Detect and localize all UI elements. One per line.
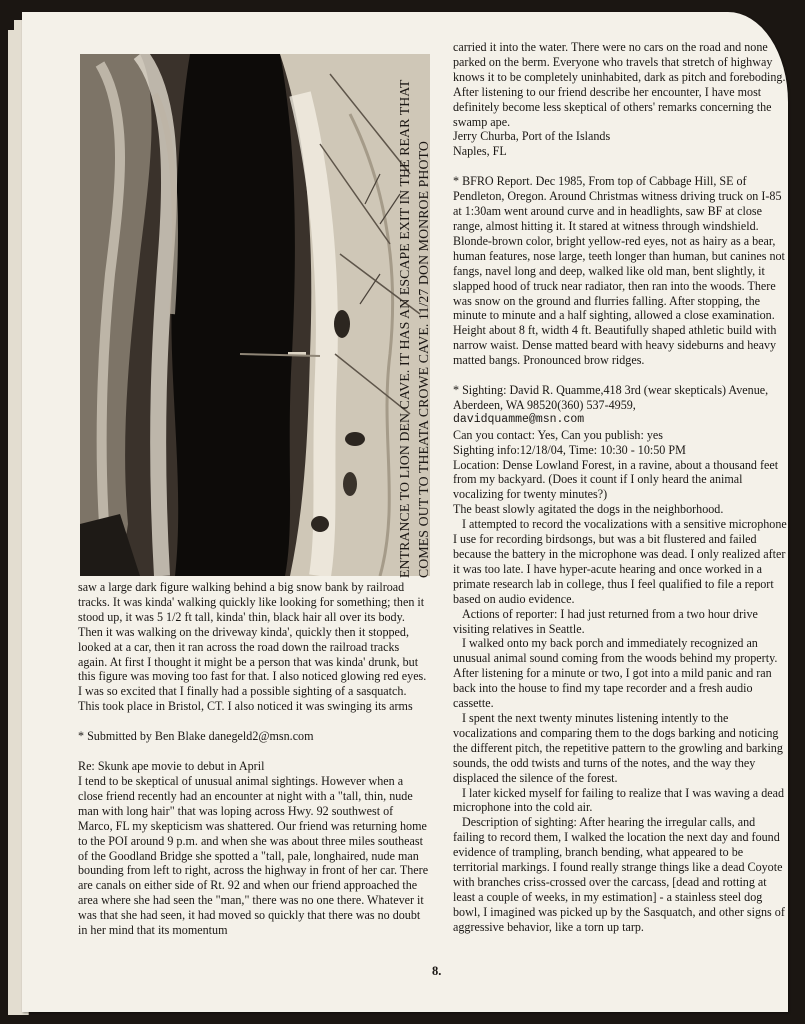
- page-number: 8.: [432, 964, 442, 978]
- paragraph: Actions of reporter: I had just returned from a two hour drive visiting relatives in Seattle.: [453, 606, 758, 636]
- cave-photo: [80, 54, 430, 576]
- photo-caption: ENTRANCE TO LION DEN CAVE. IT HAS AN ESCAPE EXIT IN THE REAR THAT COMES OUT TO THEATA CROWE CAVE. 11/27 DON MONROE PHOTO: [397, 79, 431, 578]
- paragraph: I tend to be skeptical of unusual animal sightings. However when a close friend recently had an encounter at night with a "tall, thin, nude man with long hair" that was loping across Hwy. 92 southwest of Marco, FL my skepticism was shattered. Our friend was returning home to the POI around 9 p.m. and when she was about three miles southeast of the Goodland Bridge she spotted a "tall, pale, longhaired, nude man bounding from left to right, across the highway in front of her car. There are canals on either side of Rt. 92 and when our friend approached the area where she had seen the "man," there was no one there. Whatever it was that she had seen, it had moved so quickly that there was no doubt in her mind that its momentum: [78, 773, 429, 938]
- submission-credit: * Submitted by Ben Blake danegeld2@msn.com: [78, 729, 314, 744]
- paragraph: The beast slowly agitated the dogs in the neighborhood.: [453, 502, 724, 517]
- paragraph: saw a large dark figure walking behind a big snow bank by railroad tracks. It was kinda' walking quickly like looking for something; then it stood up, it was 5 1/2 ft tall, kinda' thin, black hair all over its body. Then it was walking on the driveway kinda', quickly then it stopped, looked at a car, then it ran across the road down the railroad tracks again. At first I thought it might be a person that was kinda' drunk, but this figure was moving too fast for that. I also noticed glowing red eyes. I was so excited that I finally had a possible sighting of a sasquatch. This took place in Bristol, CT. I also noticed it was swinging its arms: [78, 580, 427, 714]
- cave-photo-image: [80, 54, 430, 576]
- paragraph: carried it into the water. There were no cars on the road and none parked on the berm. Everyone who travels that stretch of highway knows it to be completely uninhabited, dark as pitch and foreboding. After listening to our friend describe her encounter, I have most definitely become less skeptical of others' remarks concerning the swamp ape.: [453, 40, 786, 129]
- contact-info: Can you contact: Yes, Can you publish: yes: [453, 427, 663, 442]
- sighting-header: * Sighting: David R. Quamme,418 3rd (wear skepticals) Avenue, Aberdeen, WA 98520(360) 537-4959,: [453, 383, 769, 412]
- article-heading: Re: Skunk ape movie to debut in April: [78, 759, 265, 774]
- paragraph: I walked onto my back porch and immediately recognized an unusual animal sound coming from the woods behind my property. After listening for a minute or two, I got into a mild panic and ran back into the house to find my tape recorder and a fresh audio cassette.: [453, 636, 778, 711]
- bfro-report: * BFRO Report. Dec 1985, From top of Cabbage Hill, SE of Pendleton, Oregon. Around Christmas witness driving truck on I-85 at 1:30am went around curve and in headlights, saw BF at close range, almost hitting it. It stared at witness through windshield. Blonde-brown color, bright yellow-red eyes, not as hairy as a bear, human features, nose large, teeth longer than human, but canines not fangs, navel long and deep, walked like old man, bent slightly, it slapped hood of truck near radiator, then ran into the woods. There was snow on the ground and flurries falling. After stopping, the minute to minute and a half sighting, allowed a close examination. Height about 8 ft, width 4 ft. Beautifully shaped athletic build with narrow waist. Dense matted beard with heavy sideburns and heavy matted bangs. Pronounced brow ridges.: [453, 174, 785, 368]
- paragraph: I attempted to record the vocalizations with a sensitive microphone I use for recording birdsongs, but was a bit flustered and failed because the battery in the microphone was dead. I only realized after it was too late. I have hyper-acute hearing and once worked in a primate research lab in college, thus I feel qualified to file a report based on audio evidence.: [453, 517, 787, 606]
- right-column: [453, 40, 788, 935]
- author-line: Jerry Churba, Port of the Islands: [453, 129, 611, 144]
- author-location: Naples, FL: [453, 144, 507, 159]
- paragraph: I spent the next twenty minutes listening intently to the vocalizations and comparing them to the dogs barking and noticing the different pitch, the repetitive pattern to the growling and barking sounds, the odd twists and turns of the notes, and the way they displaced the silence of the forest.: [453, 710, 783, 785]
- newsletter-page: [22, 12, 788, 1012]
- email-address: davidquamme@msn.com: [453, 412, 585, 426]
- location-info: Location: Dense Lowland Forest, in a ravine, about a thousand feet from my backyard. (Does it count if I only heard the animal vocalizing for twenty minutes?): [453, 457, 779, 502]
- sighting-info: Sighting info:12/18/04, Time: 10:30 - 10:50 PM: [453, 442, 686, 457]
- left-column: [78, 580, 430, 938]
- paragraph: I later kicked myself for failing to realize that I was waving a dead microphone into the cold air.: [453, 785, 785, 815]
- paragraph: Description of sighting: After hearing the irregular calls, and failing to record them, I walked the location the next day and found evidence of trampling, branch bending, what appeared to be territorial markings. I found really strange things like a dead Coyote with branches criss-crossed over the carcass, [dead and rotting at least a couple of weeks, in my estimation] - a stainless steel dog bowl, I imagined was picked up by the Sasquatch, and other signs of aggressive behavior, like a torn up tarp.: [453, 815, 785, 934]
